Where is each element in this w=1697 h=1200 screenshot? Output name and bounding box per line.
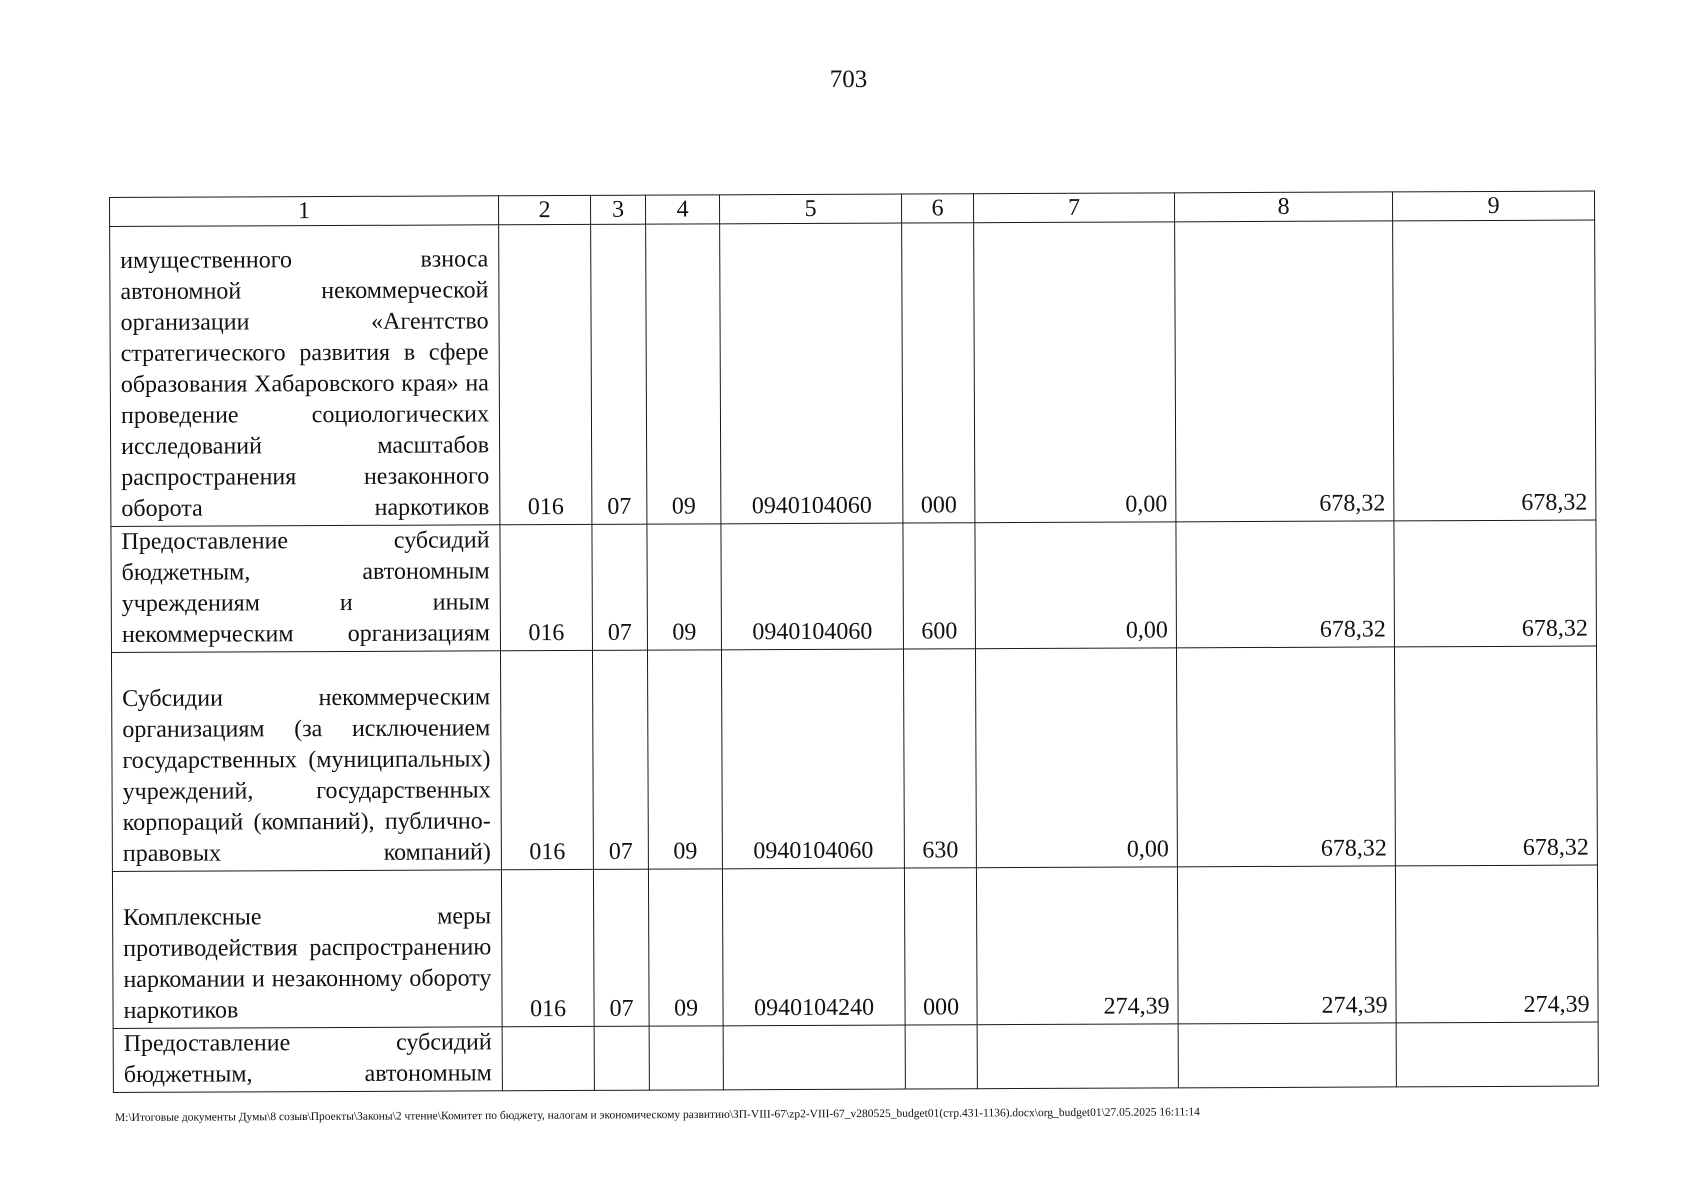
cell-subsection: 09	[648, 869, 723, 1026]
header-col-7: 7	[973, 193, 1174, 223]
cell-amount-7	[977, 1024, 1178, 1089]
cell-expense-type: 000	[902, 223, 975, 523]
header-col-9: 9	[1392, 191, 1594, 221]
header-col-1: 1	[110, 196, 499, 227]
footer-file-path: M:\Итоговые документы Думы\8 созыв\Проекты\Законы\2 чтение\Комитет по бюджету, налогам и экономическому развитию\ЗП-VIII-67\zp2-VIII-67_v280525_budget01(стр.431-1136).docx\org_budget01\27.05.2025 16:11:14	[115, 1106, 1200, 1124]
table-row	[111, 520, 1597, 652]
row-name: Комплексные меры противодействия распространению наркомании и незаконному обороту наркотиков	[112, 870, 502, 1029]
cell-amount-7: 0,00	[974, 222, 1176, 523]
cell-target-article: 0940104060	[721, 523, 904, 650]
cell-ministry-code: 016	[499, 224, 592, 524]
table-row	[111, 646, 1597, 871]
cell-amount-7: 0,00	[975, 648, 1177, 868]
table-body	[110, 220, 1599, 1092]
cell-amount-8: 274,39	[1177, 866, 1396, 1024]
cell-subsection: 09	[647, 524, 722, 650]
cell-section: 07	[592, 650, 648, 869]
row-name: Предоставление субсидий бюджетным, автономным учреждениям и иным некоммерческим организациям	[111, 525, 501, 653]
header-col-4: 4	[645, 195, 719, 224]
cell-ministry-code: 016	[501, 869, 594, 1026]
cell-amount-8: 678,32	[1176, 521, 1395, 648]
table-row	[110, 220, 1596, 526]
cell-expense-type: 600	[903, 523, 976, 649]
cell-section	[594, 1026, 649, 1090]
page-number: 703	[829, 66, 868, 93]
header-col-2: 2	[498, 195, 590, 224]
cell-target-article: 0940104060	[721, 649, 904, 869]
cell-amount-7: 0,00	[975, 522, 1177, 649]
cell-subsection: 09	[647, 650, 722, 869]
cell-ministry-code	[502, 1026, 594, 1090]
cell-amount-7: 274,39	[976, 867, 1178, 1025]
cell-amount-8	[1178, 1023, 1396, 1088]
cell-amount-9: 678,32	[1393, 220, 1596, 521]
row-name: Субсидии некоммерческим организациям (за исключением государственных (муниципальных) учреждений, государственных корпораций (компаний), публично-правовых компаний)	[111, 651, 501, 872]
cell-target-article: 0940104240	[722, 868, 905, 1026]
budget-table	[109, 191, 1599, 1093]
header-col-8: 8	[1174, 192, 1392, 222]
cell-amount-8: 678,32	[1175, 221, 1394, 522]
cell-amount-9: 678,32	[1394, 520, 1597, 647]
cell-amount-8: 678,32	[1176, 647, 1395, 867]
cell-expense-type: 630	[903, 649, 976, 868]
cell-expense-type	[905, 1025, 977, 1089]
table-row	[113, 1022, 1598, 1092]
cell-target-article: 0940104060	[720, 223, 903, 524]
cell-amount-9: 678,32	[1394, 646, 1597, 866]
header-col-3: 3	[590, 195, 645, 224]
cell-section: 07	[592, 524, 648, 650]
header-col-5: 5	[719, 194, 901, 224]
cell-subsection	[649, 1026, 723, 1090]
cell-ministry-code: 016	[500, 650, 593, 869]
cell-subsection: 09	[646, 224, 721, 524]
cell-expense-type: 000	[904, 868, 977, 1025]
cell-ministry-code: 016	[500, 524, 593, 650]
table-row	[112, 865, 1598, 1028]
header-col-6: 6	[901, 194, 973, 223]
cell-section: 07	[593, 869, 649, 1026]
row-name: имущественного взноса автономной некоммерческой организации «Агентство стратегического развития в сфере образования Хабаровского края» на проведение социологических исследований масштабов распространения незаконного оборота наркотиков	[110, 225, 500, 527]
row-name: Предоставление субсидий бюджетным, автономным	[113, 1027, 502, 1093]
cell-section: 07	[591, 224, 647, 524]
cell-amount-9	[1396, 1022, 1598, 1087]
cell-target-article	[723, 1025, 905, 1090]
cell-amount-9: 274,39	[1395, 865, 1598, 1023]
